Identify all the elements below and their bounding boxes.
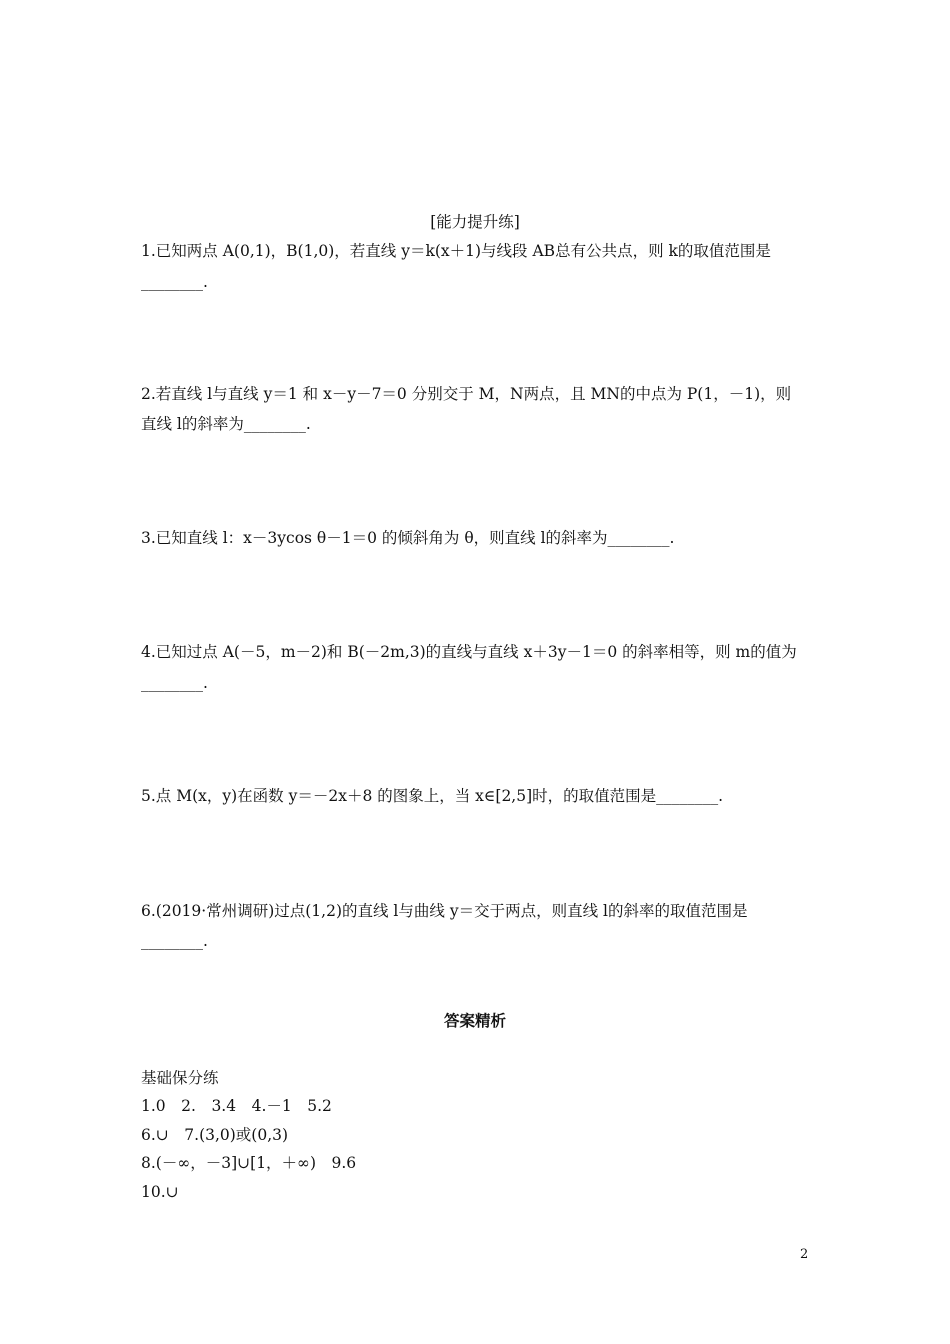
question-4-line-1: 4.已知过点 A(－5，m－2)和 B(－2m,3)的直线与直线 x＋3y－1＝0 的斜率相等，则 m的值为 bbox=[141, 643, 797, 661]
question-3-line-1: 3.已知直线 l：x－3ycos θ－1＝0 的倾斜角为 θ，则直线 l的斜率为________. bbox=[141, 529, 675, 547]
page-number: 2 bbox=[800, 1247, 809, 1262]
question-1-line-1: 1.已知两点 A(0,1)，B(1,0)，若直线 y＝k(x＋1)与线段 AB总有公共点，则 k的取值范围是 bbox=[141, 242, 771, 260]
answer-line-1: 1.0 2. 3.4 4.－1 5.2 bbox=[141, 1097, 332, 1115]
question-2-line-2: 直线 l的斜率为________. bbox=[141, 415, 311, 433]
question-4-line-2: ________. bbox=[141, 674, 208, 692]
answers-title: 答案精析 bbox=[443, 1011, 506, 1030]
question-6-line-2: ________. bbox=[141, 932, 208, 950]
question-2-line-1: 2.若直线 l与直线 y＝1 和 x－y－7＝0 分别交于 M，N两点，且 MN的中点为 P(1，－1)，则 bbox=[141, 385, 792, 403]
answer-line-3: 8.(－∞，－3]∪[1，＋∞) 9.6 bbox=[141, 1154, 357, 1172]
question-5-line-1: 5.点 M(x，y)在函数 y＝－2x＋8 的图象上，当 x∈[2,5]时，的取值范围是________. bbox=[141, 787, 724, 805]
answers-subtitle: 基础保分练 bbox=[141, 1069, 219, 1087]
answer-line-4: 10.∪ bbox=[141, 1183, 179, 1201]
question-1-line-2: ________. bbox=[141, 273, 208, 291]
answer-line-2: 6.∪ 7.(3,0)或(0,3) bbox=[141, 1126, 289, 1144]
section-title: [能力提升练] bbox=[430, 213, 520, 231]
question-6-line-1: 6.(2019·常州调研)过点(1,2)的直线 l与曲线 y＝交于两点，则直线 l的斜率的取值范围是 bbox=[141, 902, 748, 920]
